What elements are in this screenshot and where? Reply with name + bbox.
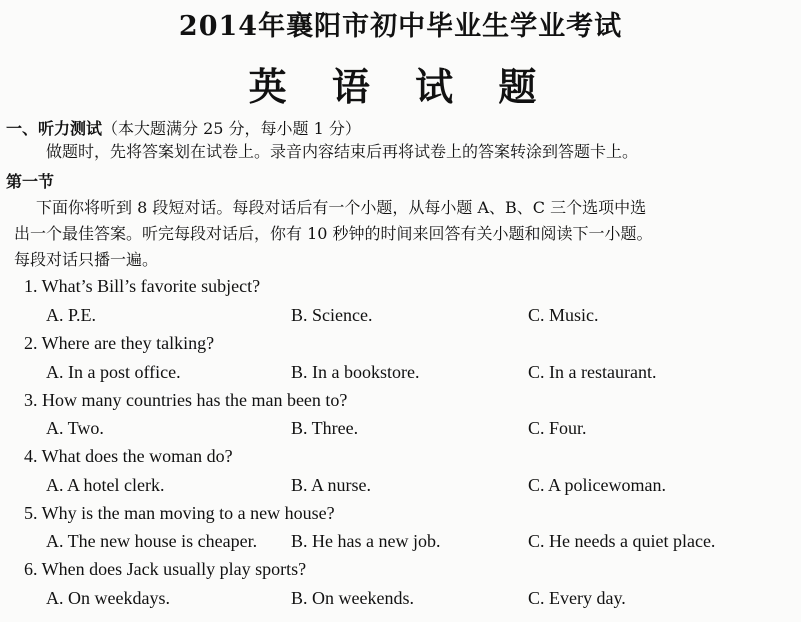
section-heading: [6, 116, 361, 139]
question-6-stem: 6. When does Jack usually play sports?: [24, 559, 307, 579]
question-2-option-b: B. In a bookstore.: [291, 362, 420, 382]
exam-title: 2014年襄阳市初中毕业生学业考试: [178, 11, 623, 42]
question-1-option-b: B. Science.: [291, 305, 373, 325]
question-4-stem: 4. What does the woman do?: [24, 446, 233, 466]
question-4-option-a: A. A hotel clerk.: [46, 475, 165, 495]
question-2-stem: 2. Where are they talking?: [24, 333, 215, 353]
question-2-option-c: C. In a restaurant.: [528, 362, 657, 382]
question-5-stem: 5. Why is the man moving to a new house?: [24, 503, 335, 523]
exam-subtitle: 英 语 试 题: [248, 64, 553, 109]
question-5-option-a: A. The new house is cheaper.: [46, 531, 258, 551]
question-6-option-a: A. On weekdays.: [46, 588, 170, 608]
section-heading-label: 一、听力测试: [6, 119, 103, 138]
section-instruction: 做题时，先将答案划在试卷上。录音内容结束后再将试卷上的答案转涂到答题卡上。: [46, 142, 639, 161]
part-instruction-line-1: 下面你将听到 8 段短对话。每段对话后有一个小题，从每小题 A、B、C 三个选项中选: [36, 198, 647, 217]
question-3-stem: 3. How many countries has the man been to?: [24, 390, 348, 410]
question-4-option-c: C. A policewoman.: [528, 475, 666, 495]
question-1-stem: 1. What’s Bill’s favorite subject?: [24, 276, 261, 296]
question-2-option-a: A. In a post office.: [46, 362, 181, 382]
question-6-option-b: B. On weekends.: [291, 588, 414, 608]
question-1-option-c: C. Music.: [528, 305, 599, 325]
part-title: 第一节: [6, 172, 55, 191]
question-3-option-a: A. Two.: [46, 418, 104, 438]
question-6-option-c: C. Every day.: [528, 588, 626, 608]
question-1-option-a: A. P.E.: [46, 305, 97, 325]
question-4-option-b: B. A nurse.: [291, 475, 372, 495]
question-3-option-c: C. Four.: [528, 418, 587, 438]
section-score-note: （本大题满分 25 分，每小题 1 分）: [102, 119, 361, 138]
question-3-option-b: B. Three.: [291, 418, 359, 438]
question-5-option-b: B. He has a new job.: [291, 531, 441, 551]
part-instruction-line-2: 出一个最佳答案。听完每段对话后，你有 10 秒钟的时间来回答有关小题和阅读下一小题。: [14, 224, 653, 243]
question-5-option-c: C. He needs a quiet place.: [528, 531, 716, 551]
part-instruction-line-3: 每段对话只播一遍。: [14, 250, 159, 269]
